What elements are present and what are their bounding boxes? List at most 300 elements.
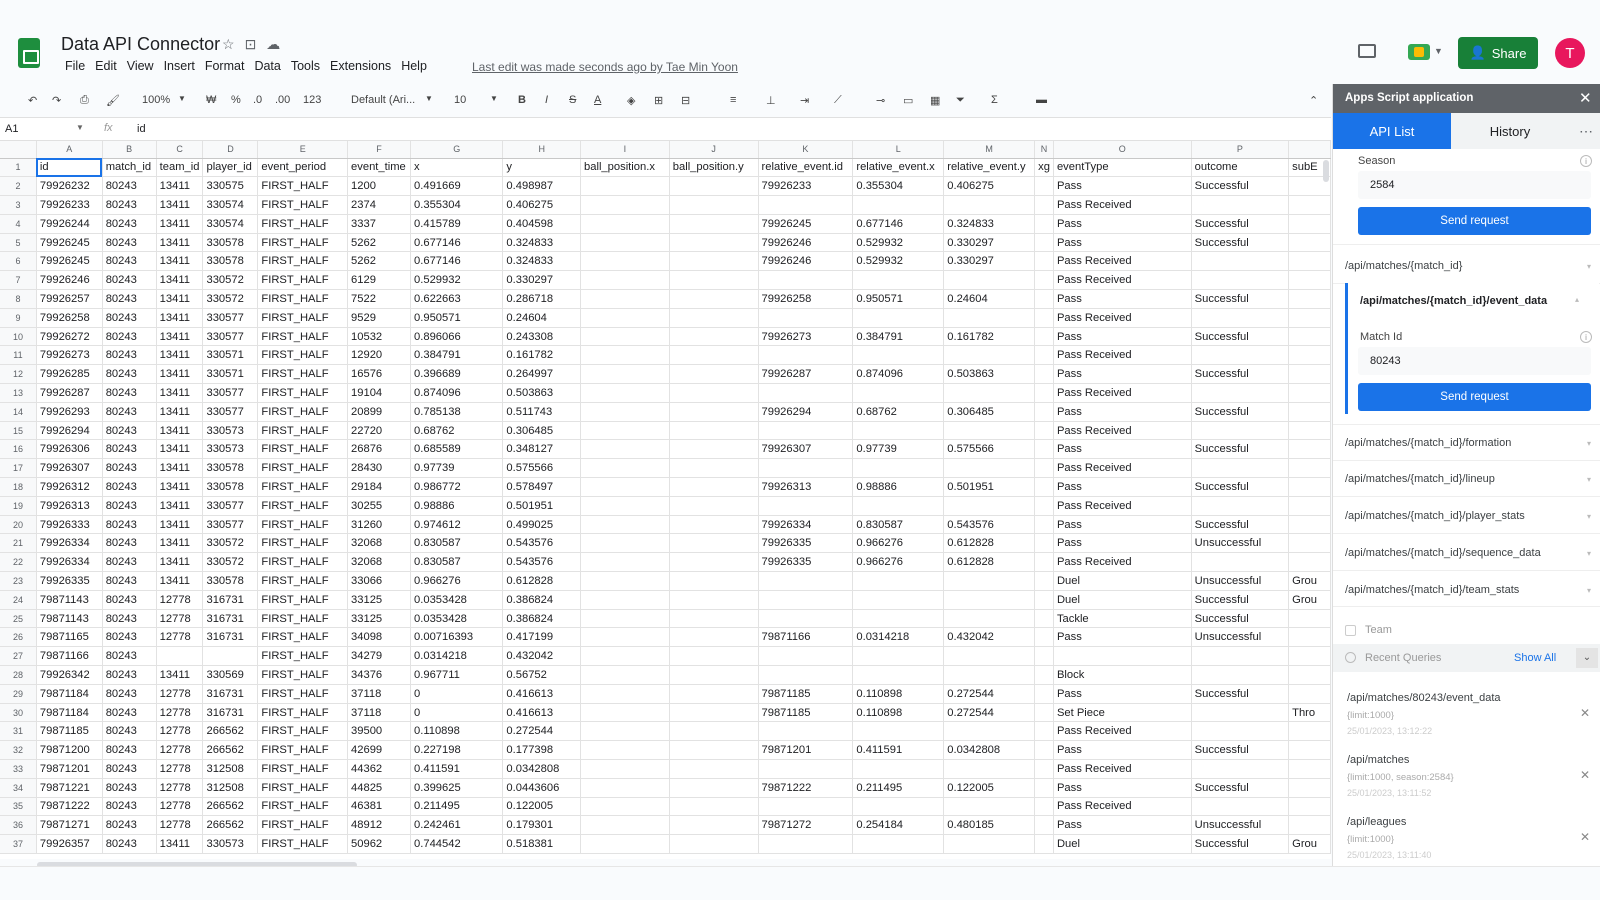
cell[interactable]: 330577 — [203, 496, 258, 515]
cell[interactable]: 80243 — [102, 609, 156, 628]
chevron-up-icon[interactable]: ▴ — [1575, 295, 1580, 304]
column-header[interactable]: D — [203, 141, 258, 158]
cell[interactable] — [853, 496, 944, 515]
cell[interactable]: Pass Received — [1053, 271, 1191, 290]
cell[interactable] — [1289, 290, 1331, 309]
cell[interactable]: FIRST_HALF — [258, 233, 348, 252]
close-icon[interactable]: ✕ — [1579, 90, 1592, 107]
cell[interactable]: Pass — [1053, 816, 1191, 835]
cell[interactable]: 80243 — [102, 496, 156, 515]
cell[interactable]: 20899 — [348, 402, 411, 421]
cell[interactable]: 79926293 — [36, 402, 102, 421]
cell[interactable]: 33125 — [348, 609, 411, 628]
cell[interactable]: 330577 — [203, 515, 258, 534]
row-number[interactable]: 18 — [0, 478, 36, 497]
cell[interactable]: Grou — [1289, 835, 1331, 854]
cell[interactable] — [669, 327, 758, 346]
cell[interactable]: 13411 — [156, 666, 203, 685]
cell[interactable] — [1191, 346, 1288, 365]
menu-insert[interactable]: Insert — [163, 59, 195, 73]
cell[interactable] — [758, 722, 853, 741]
cell[interactable]: 0.411591 — [853, 741, 944, 760]
cell[interactable]: 12778 — [156, 760, 203, 779]
cell[interactable]: FIRST_HALF — [258, 459, 348, 478]
cell[interactable]: Successful — [1191, 741, 1288, 760]
cell[interactable] — [1035, 290, 1054, 309]
cell[interactable]: subE — [1289, 158, 1331, 177]
cell[interactable] — [1191, 496, 1288, 515]
row-number[interactable]: 14 — [0, 402, 36, 421]
cell[interactable]: 13411 — [156, 515, 203, 534]
cell[interactable]: FIRST_HALF — [258, 271, 348, 290]
cell[interactable]: Successful — [1191, 327, 1288, 346]
cell[interactable]: 79926335 — [36, 572, 102, 591]
cell[interactable] — [853, 722, 944, 741]
cell[interactable] — [1191, 459, 1288, 478]
cell[interactable]: Pass Received — [1053, 722, 1191, 741]
cell[interactable] — [1289, 684, 1331, 703]
cell[interactable]: Successful — [1191, 177, 1288, 196]
cell[interactable]: 13411 — [156, 214, 203, 233]
cell[interactable]: 0.384791 — [853, 327, 944, 346]
cell[interactable] — [1289, 534, 1331, 553]
cell[interactable]: 0.177398 — [503, 741, 581, 760]
cell[interactable] — [669, 496, 758, 515]
cell[interactable]: Pass Received — [1053, 496, 1191, 515]
cell[interactable]: 0.324833 — [503, 233, 581, 252]
cell[interactable]: 13411 — [156, 384, 203, 403]
cell[interactable]: Duel — [1053, 590, 1191, 609]
cell[interactable]: Pass Received — [1053, 308, 1191, 327]
cell[interactable]: 80243 — [102, 214, 156, 233]
cell[interactable] — [581, 365, 670, 384]
chevron-down-icon[interactable]: ▾ — [1587, 475, 1592, 484]
valign-icon[interactable]: ⊥ — [766, 95, 776, 107]
zoom-select[interactable]: 100% — [142, 94, 171, 106]
cell[interactable]: FIRST_HALF — [258, 572, 348, 591]
row-number[interactable]: 7 — [0, 271, 36, 290]
cell[interactable]: 9529 — [348, 308, 411, 327]
cell[interactable]: 0.386824 — [503, 590, 581, 609]
cell[interactable]: Pass — [1053, 327, 1191, 346]
cell[interactable]: 330577 — [203, 384, 258, 403]
cell[interactable] — [944, 196, 1035, 215]
cell[interactable] — [853, 835, 944, 854]
cell[interactable]: relative_event.id — [758, 158, 853, 177]
cell[interactable] — [1289, 778, 1331, 797]
cell[interactable] — [1035, 478, 1054, 497]
menu-help[interactable]: Help — [401, 59, 427, 73]
row-number[interactable]: 27 — [0, 647, 36, 666]
cell[interactable]: 330574 — [203, 214, 258, 233]
chevron-down-icon[interactable]: ▼ — [490, 94, 498, 103]
cell[interactable] — [669, 515, 758, 534]
cell[interactable] — [758, 421, 853, 440]
column-header[interactable]: K — [758, 141, 853, 158]
cell[interactable] — [944, 346, 1035, 365]
show-all-link[interactable]: Show All — [1514, 652, 1557, 664]
cell[interactable]: 0.529932 — [853, 252, 944, 271]
cell[interactable]: 0.68762 — [853, 402, 944, 421]
cell[interactable]: 330573 — [203, 421, 258, 440]
cell[interactable]: 33066 — [348, 572, 411, 591]
cell[interactable] — [581, 666, 670, 685]
cell[interactable]: 0.785138 — [411, 402, 503, 421]
row-number[interactable]: 32 — [0, 741, 36, 760]
cell[interactable]: 0.122005 — [503, 797, 581, 816]
cell[interactable]: Pass — [1053, 684, 1191, 703]
cell[interactable]: 80243 — [102, 797, 156, 816]
cell[interactable] — [1191, 271, 1288, 290]
cell[interactable] — [853, 760, 944, 779]
cell[interactable]: Successful — [1191, 233, 1288, 252]
cell[interactable]: Successful — [1191, 440, 1288, 459]
cell[interactable]: Pass — [1053, 478, 1191, 497]
chevron-down-icon[interactable]: ▾ — [1587, 262, 1592, 271]
endpoint-match[interactable]: /api/matches/{match_id} — [1345, 260, 1463, 272]
cell[interactable]: 266562 — [203, 816, 258, 835]
comment-icon[interactable] — [1358, 44, 1376, 58]
cell[interactable]: event_period — [258, 158, 348, 177]
cell[interactable] — [758, 609, 853, 628]
cell[interactable]: FIRST_HALF — [258, 252, 348, 271]
cell[interactable]: player_id — [203, 158, 258, 177]
cell[interactable]: 80243 — [102, 628, 156, 647]
endpoint-player-stats[interactable]: /api/matches/{match_id}/player_stats — [1345, 510, 1525, 522]
cell[interactable] — [581, 233, 670, 252]
functions-icon[interactable]: Σ — [991, 94, 998, 106]
cell[interactable]: 79926245 — [36, 252, 102, 271]
cell[interactable]: 0.612828 — [503, 572, 581, 591]
cell[interactable] — [853, 647, 944, 666]
cell[interactable] — [1035, 459, 1054, 478]
cell[interactable] — [1191, 703, 1288, 722]
cell[interactable]: 0.254184 — [853, 816, 944, 835]
cell[interactable] — [156, 647, 203, 666]
name-box[interactable]: A1 — [5, 123, 19, 135]
cell[interactable]: Pass Received — [1053, 346, 1191, 365]
spreadsheet-grid[interactable] — [0, 141, 1331, 859]
last-edit-link[interactable]: Last edit was made seconds ago by Tae Min Yoon — [472, 60, 738, 74]
row-number[interactable]: 13 — [0, 384, 36, 403]
cell[interactable] — [1289, 722, 1331, 741]
cell[interactable]: ball_position.y — [669, 158, 758, 177]
cell[interactable] — [1289, 741, 1331, 760]
cell[interactable]: 0.503863 — [503, 384, 581, 403]
cell[interactable] — [1191, 722, 1288, 741]
cell[interactable]: eventType — [1053, 158, 1191, 177]
cell[interactable]: Grou — [1289, 572, 1331, 591]
cell[interactable]: 330578 — [203, 572, 258, 591]
cell[interactable] — [1035, 421, 1054, 440]
cell[interactable] — [669, 402, 758, 421]
cell[interactable]: Pass — [1053, 534, 1191, 553]
cell[interactable]: 79926307 — [758, 440, 853, 459]
cell[interactable]: Pass Received — [1053, 384, 1191, 403]
cell[interactable] — [758, 797, 853, 816]
cell[interactable] — [1289, 271, 1331, 290]
cell[interactable] — [669, 797, 758, 816]
cell[interactable]: FIRST_HALF — [258, 703, 348, 722]
cell[interactable]: y — [503, 158, 581, 177]
cell[interactable]: 34376 — [348, 666, 411, 685]
document-title[interactable]: Data API Connector — [61, 34, 221, 54]
cell[interactable]: 330572 — [203, 553, 258, 572]
cell[interactable] — [1289, 647, 1331, 666]
cell[interactable]: 79926258 — [758, 290, 853, 309]
cell[interactable]: Unsuccessful — [1191, 816, 1288, 835]
cell[interactable]: 0.286718 — [503, 290, 581, 309]
cell[interactable]: 80243 — [102, 440, 156, 459]
cell[interactable]: FIRST_HALF — [258, 402, 348, 421]
cell[interactable]: 13411 — [156, 496, 203, 515]
cell[interactable]: Pass Received — [1053, 252, 1191, 271]
cell[interactable]: 79926313 — [758, 478, 853, 497]
cell[interactable] — [1035, 684, 1054, 703]
cell[interactable]: 0.677146 — [411, 233, 503, 252]
cell[interactable]: 34098 — [348, 628, 411, 647]
cell[interactable]: 13411 — [156, 196, 203, 215]
cell[interactable]: 266562 — [203, 741, 258, 760]
column-header[interactable]: A — [36, 141, 102, 158]
cell[interactable]: 12778 — [156, 778, 203, 797]
cell[interactable] — [944, 572, 1035, 591]
cell[interactable] — [1035, 196, 1054, 215]
cell[interactable]: 12778 — [156, 797, 203, 816]
cell[interactable]: 44362 — [348, 760, 411, 779]
cell[interactable] — [1289, 459, 1331, 478]
cell[interactable]: 80243 — [102, 252, 156, 271]
send-request-button[interactable]: Send request — [1358, 383, 1591, 411]
cell[interactable]: 1200 — [348, 177, 411, 196]
borders-icon[interactable]: ⊞ — [654, 95, 664, 107]
tab-history[interactable]: History — [1489, 123, 1531, 139]
cell[interactable]: 79926307 — [36, 459, 102, 478]
team-checkbox[interactable] — [1345, 625, 1356, 636]
cell[interactable]: 5262 — [348, 252, 411, 271]
cell[interactable] — [1191, 666, 1288, 685]
cell[interactable]: 79871221 — [36, 778, 102, 797]
cell[interactable]: match_id — [102, 158, 156, 177]
cell[interactable] — [1191, 647, 1288, 666]
cell[interactable] — [1289, 252, 1331, 271]
cell[interactable]: 80243 — [102, 534, 156, 553]
cell[interactable]: 46381 — [348, 797, 411, 816]
cell[interactable]: FIRST_HALF — [258, 214, 348, 233]
align-icon[interactable]: ≡ — [730, 94, 737, 106]
row-number[interactable]: 4 — [0, 214, 36, 233]
cell[interactable]: 13411 — [156, 308, 203, 327]
cell[interactable] — [669, 741, 758, 760]
cell[interactable]: FIRST_HALF — [258, 196, 348, 215]
cell[interactable]: 79926273 — [758, 327, 853, 346]
cell[interactable]: Pass — [1053, 440, 1191, 459]
row-number[interactable]: 33 — [0, 760, 36, 779]
cell[interactable]: Successful — [1191, 590, 1288, 609]
cell[interactable]: 12920 — [348, 346, 411, 365]
cell[interactable] — [1289, 346, 1331, 365]
cell[interactable]: FIRST_HALF — [258, 421, 348, 440]
cell[interactable]: 0.677146 — [411, 252, 503, 271]
cell[interactable] — [1035, 741, 1054, 760]
cell[interactable] — [1035, 214, 1054, 233]
insert-chart-icon[interactable]: ▦ — [930, 95, 941, 107]
cell[interactable]: 0.874096 — [411, 384, 503, 403]
cell[interactable]: 0.406275 — [503, 196, 581, 215]
column-header[interactable]: P — [1191, 141, 1288, 158]
cell[interactable]: 0.432042 — [503, 647, 581, 666]
row-number[interactable]: 1 — [0, 158, 36, 177]
cell[interactable]: 13411 — [156, 327, 203, 346]
cell[interactable]: 0.518381 — [503, 835, 581, 854]
cell[interactable]: ball_position.x — [581, 158, 670, 177]
cell[interactable] — [669, 553, 758, 572]
cell[interactable]: FIRST_HALF — [258, 515, 348, 534]
row-number[interactable]: 11 — [0, 346, 36, 365]
cell[interactable] — [1035, 271, 1054, 290]
row-number[interactable]: 9 — [0, 308, 36, 327]
cell[interactable]: 79926306 — [36, 440, 102, 459]
cell[interactable] — [669, 365, 758, 384]
row-number[interactable]: 22 — [0, 553, 36, 572]
cell[interactable]: 13411 — [156, 365, 203, 384]
font-size-select[interactable]: 10 — [454, 94, 467, 106]
cell[interactable]: 13411 — [156, 271, 203, 290]
cell[interactable] — [1289, 196, 1331, 215]
print-icon[interactable]: ⎙ — [80, 94, 89, 106]
cell[interactable] — [758, 496, 853, 515]
cell[interactable]: 0.0353428 — [411, 609, 503, 628]
formula-input[interactable]: id — [137, 123, 146, 135]
cell[interactable]: 0.272544 — [944, 684, 1035, 703]
cell[interactable] — [1191, 553, 1288, 572]
cell[interactable] — [1035, 515, 1054, 534]
cell[interactable]: 0.272544 — [944, 703, 1035, 722]
cell[interactable]: 0.415789 — [411, 214, 503, 233]
row-number[interactable]: 10 — [0, 327, 36, 346]
cell[interactable]: 0.348127 — [503, 440, 581, 459]
cell[interactable]: 0.56752 — [503, 666, 581, 685]
cell[interactable]: 266562 — [203, 797, 258, 816]
cell[interactable]: 26876 — [348, 440, 411, 459]
cell[interactable]: FIRST_HALF — [258, 553, 348, 572]
wrap-icon[interactable]: ⇥ — [800, 95, 810, 107]
cell[interactable]: 0.543576 — [944, 515, 1035, 534]
cell[interactable]: x — [411, 158, 503, 177]
cell[interactable]: 79926312 — [36, 478, 102, 497]
cell[interactable]: 80243 — [102, 421, 156, 440]
cell[interactable] — [853, 590, 944, 609]
cell[interactable]: FIRST_HALF — [258, 760, 348, 779]
row-number[interactable]: 21 — [0, 534, 36, 553]
cell[interactable]: 12778 — [156, 628, 203, 647]
cell[interactable] — [1035, 797, 1054, 816]
cell[interactable] — [669, 214, 758, 233]
fill-color-icon[interactable]: ◈ — [627, 95, 636, 107]
cell[interactable] — [581, 327, 670, 346]
cell[interactable]: 0.161782 — [503, 346, 581, 365]
cell[interactable] — [669, 421, 758, 440]
cell[interactable]: 33125 — [348, 590, 411, 609]
text-color-button[interactable]: A — [594, 94, 602, 106]
cell[interactable]: 0 — [411, 703, 503, 722]
cell[interactable] — [669, 835, 758, 854]
cell[interactable]: FIRST_HALF — [258, 797, 348, 816]
cell[interactable] — [581, 760, 670, 779]
cell[interactable]: 0.578497 — [503, 478, 581, 497]
cell[interactable]: 80243 — [102, 553, 156, 572]
menu-view[interactable]: View — [126, 59, 154, 73]
cell[interactable]: 0.243308 — [503, 327, 581, 346]
cell[interactable] — [581, 515, 670, 534]
cell[interactable]: 0.501951 — [503, 496, 581, 515]
number-format-select[interactable]: 123 — [303, 94, 322, 106]
row-number[interactable]: 16 — [0, 440, 36, 459]
cell[interactable] — [669, 177, 758, 196]
row-number[interactable]: 6 — [0, 252, 36, 271]
cell[interactable]: 0.98886 — [853, 478, 944, 497]
cell[interactable] — [758, 271, 853, 290]
cell[interactable]: 79871272 — [758, 816, 853, 835]
cell[interactable]: 0.0314218 — [411, 647, 503, 666]
row-number[interactable]: 34 — [0, 778, 36, 797]
cell[interactable]: 80243 — [102, 271, 156, 290]
recent-query-path[interactable]: /api/leagues — [1347, 816, 1407, 828]
cell[interactable]: 0.966276 — [853, 553, 944, 572]
cell[interactable]: 0.68762 — [411, 421, 503, 440]
cell[interactable]: 79871143 — [36, 609, 102, 628]
cell[interactable] — [1289, 327, 1331, 346]
cell[interactable] — [581, 196, 670, 215]
cell[interactable] — [669, 252, 758, 271]
cell[interactable]: 0.0342808 — [503, 760, 581, 779]
cell[interactable]: 0.744542 — [411, 835, 503, 854]
cell[interactable]: 79871185 — [758, 684, 853, 703]
cell[interactable] — [581, 572, 670, 591]
close-icon[interactable]: ✕ — [1580, 706, 1591, 720]
cell[interactable] — [758, 459, 853, 478]
row-number[interactable]: 20 — [0, 515, 36, 534]
cell[interactable] — [581, 290, 670, 309]
cell[interactable]: 312508 — [203, 778, 258, 797]
cell[interactable]: 79871166 — [758, 628, 853, 647]
cell[interactable] — [669, 609, 758, 628]
cell[interactable] — [581, 478, 670, 497]
cell[interactable]: 0.0443606 — [503, 778, 581, 797]
cell[interactable] — [581, 590, 670, 609]
cell[interactable]: Successful — [1191, 515, 1288, 534]
cell[interactable] — [1289, 553, 1331, 572]
avatar[interactable]: T — [1555, 38, 1585, 68]
cell[interactable] — [853, 346, 944, 365]
cell[interactable]: FIRST_HALF — [258, 478, 348, 497]
cell[interactable]: 0.950571 — [853, 290, 944, 309]
cell[interactable]: 80243 — [102, 308, 156, 327]
percent-button[interactable]: % — [231, 94, 241, 106]
cell[interactable] — [581, 628, 670, 647]
cell[interactable] — [669, 196, 758, 215]
cell[interactable]: FIRST_HALF — [258, 365, 348, 384]
cell[interactable] — [669, 440, 758, 459]
cell[interactable]: Successful — [1191, 609, 1288, 628]
cell[interactable] — [581, 252, 670, 271]
cell[interactable]: 0.122005 — [944, 778, 1035, 797]
cell[interactable]: 79926233 — [36, 196, 102, 215]
cell[interactable]: 330578 — [203, 233, 258, 252]
cell[interactable]: 79926246 — [36, 271, 102, 290]
cell[interactable]: 79871143 — [36, 590, 102, 609]
cell[interactable] — [1191, 384, 1288, 403]
